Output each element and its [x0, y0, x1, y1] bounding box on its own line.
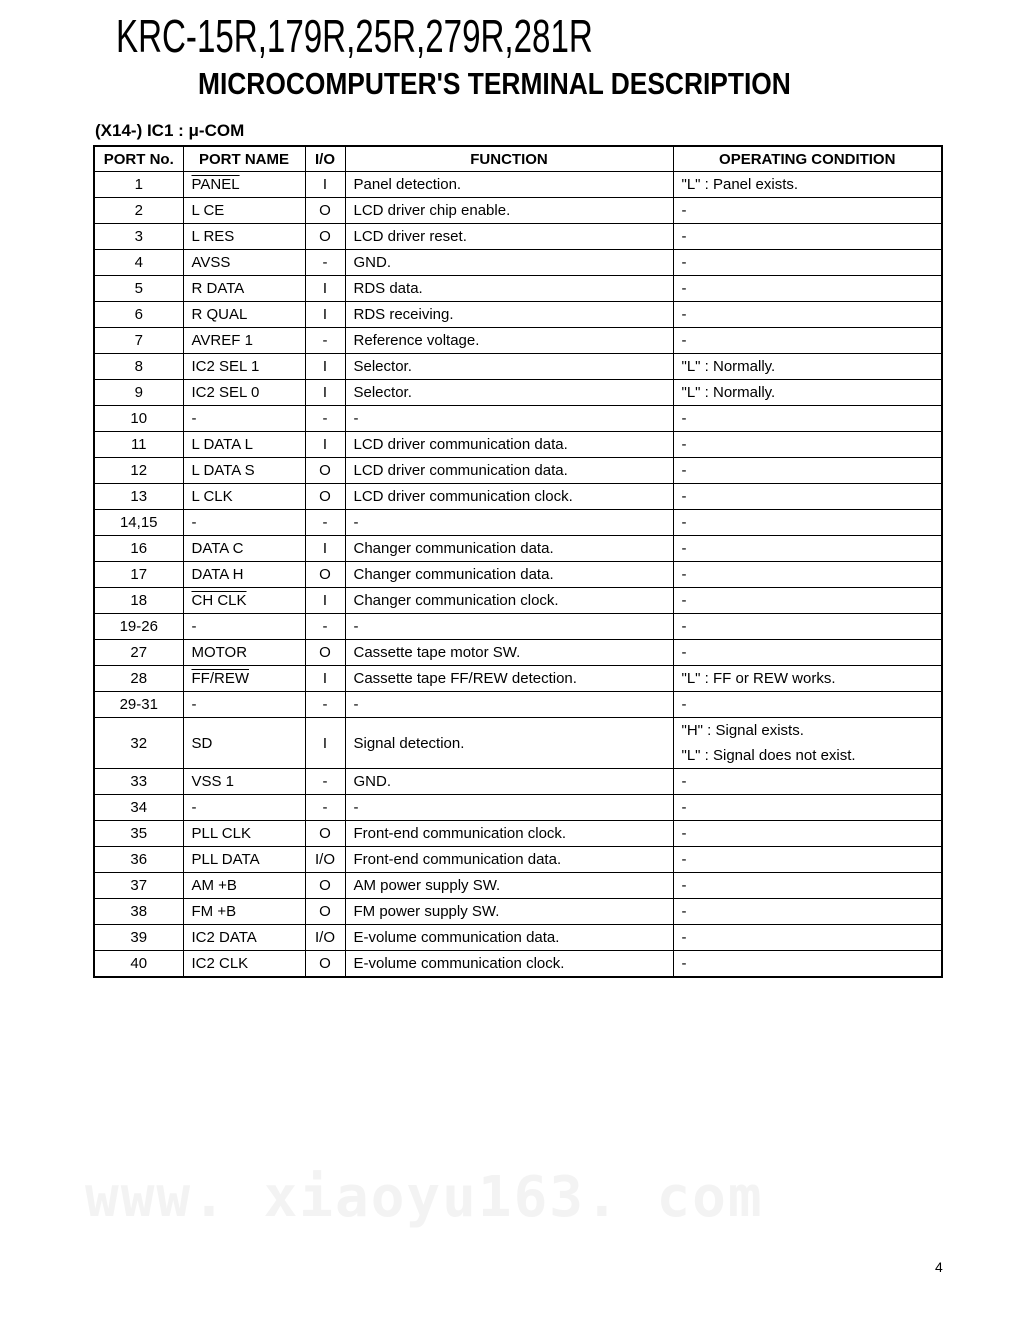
table-row [94, 198, 942, 224]
function: Cassette tape motor SW. [345, 640, 673, 666]
section-title: (X14-) IC1 : μ-COM [95, 121, 245, 140]
io: I [305, 172, 345, 198]
port-no: 14,15 [94, 510, 183, 536]
function: GND. [345, 769, 673, 795]
io: I [305, 718, 345, 769]
port-name: DATA H [183, 562, 305, 588]
table-row [94, 821, 942, 847]
condition-line: - [681, 436, 687, 453]
port-no: 4 [94, 250, 183, 276]
function: E-volume communication data. [345, 925, 673, 951]
condition-line: - [681, 488, 687, 505]
port-name: FM +B [183, 899, 305, 925]
port-no: 34 [94, 795, 183, 821]
table-row [94, 614, 942, 640]
port-name-text: CH CLK [191, 592, 247, 609]
port-no: 5 [94, 276, 183, 302]
model-title: KRC-15R,179R,25R,279R,281R [116, 10, 593, 62]
table-row [94, 718, 942, 769]
condition-line: "L" : Normally. [681, 384, 776, 401]
port-name: DATA C [183, 536, 305, 562]
table-row [94, 406, 942, 432]
port-name: - [183, 614, 305, 640]
condition-line: - [681, 799, 687, 816]
port-name [183, 588, 305, 614]
function: FM power supply SW. [345, 899, 673, 925]
condition-line: - [681, 514, 687, 531]
operating-condition [673, 458, 942, 484]
operating-condition [673, 406, 942, 432]
port-name: - [183, 692, 305, 718]
page-number: 4 [935, 1259, 943, 1275]
function: E-volume communication clock. [345, 951, 673, 978]
io: - [305, 795, 345, 821]
function: Front-end communication clock. [345, 821, 673, 847]
condition-line: - [681, 202, 687, 219]
io: - [305, 614, 345, 640]
condition-line: - [681, 254, 687, 271]
operating-condition [673, 614, 942, 640]
io: O [305, 458, 345, 484]
io: I [305, 666, 345, 692]
function: LCD driver communication clock. [345, 484, 673, 510]
port-name [183, 172, 305, 198]
condition-line: - [681, 410, 687, 427]
function: - [345, 795, 673, 821]
operating-condition [673, 302, 942, 328]
io: I [305, 276, 345, 302]
operating-condition [673, 536, 942, 562]
io: I [305, 302, 345, 328]
condition-line: "L" : Panel exists. [681, 176, 799, 193]
condition-line: - [681, 825, 687, 842]
condition-line: - [681, 955, 687, 972]
port-name: IC2 SEL 1 [183, 354, 305, 380]
port-no: 8 [94, 354, 183, 380]
condition-line: - [681, 280, 687, 297]
operating-condition [673, 951, 942, 978]
port-name: L RES [183, 224, 305, 250]
port-name-text: FF/REW [191, 670, 249, 687]
condition-line: - [681, 644, 687, 661]
col-operating-condition: OPERATING CONDITION [673, 146, 942, 172]
io: - [305, 692, 345, 718]
operating-condition [673, 769, 942, 795]
port-name: PLL DATA [183, 847, 305, 873]
operating-condition [673, 380, 942, 406]
table-row [94, 302, 942, 328]
table-row [94, 536, 942, 562]
operating-condition [673, 821, 942, 847]
function: Front-end communication data. [345, 847, 673, 873]
port-name: VSS 1 [183, 769, 305, 795]
port-name: IC2 DATA [183, 925, 305, 951]
port-no: 28 [94, 666, 183, 692]
operating-condition [673, 198, 942, 224]
function: Signal detection. [345, 718, 673, 769]
port-name: L CLK [183, 484, 305, 510]
io: O [305, 821, 345, 847]
condition-line: "L" : Normally. [681, 358, 776, 375]
io: I [305, 432, 345, 458]
condition-line: "L" : FF or REW works. [681, 670, 836, 687]
io: O [305, 562, 345, 588]
table-row [94, 276, 942, 302]
port-no: 39 [94, 925, 183, 951]
io: I/O [305, 925, 345, 951]
operating-condition [673, 510, 942, 536]
table-row [94, 795, 942, 821]
operating-condition [673, 640, 942, 666]
function: LCD driver chip enable. [345, 198, 673, 224]
io: I [305, 588, 345, 614]
table-row [94, 692, 942, 718]
port-no: 17 [94, 562, 183, 588]
port-name: SD [183, 718, 305, 769]
port-no: 38 [94, 899, 183, 925]
table-row [94, 380, 942, 406]
col-port-name: PORT NAME [183, 146, 305, 172]
io: - [305, 406, 345, 432]
condition-line: - [681, 773, 687, 790]
table-row [94, 172, 942, 198]
table-row [94, 458, 942, 484]
port-no: 1 [94, 172, 183, 198]
port-name: AVSS [183, 250, 305, 276]
operating-condition [673, 432, 942, 458]
io: I/O [305, 847, 345, 873]
operating-condition [673, 328, 942, 354]
table-row [94, 250, 942, 276]
port-no: 18 [94, 588, 183, 614]
condition-line: - [681, 462, 687, 479]
io: - [305, 328, 345, 354]
function: Reference voltage. [345, 328, 673, 354]
operating-condition [673, 276, 942, 302]
operating-condition [673, 718, 942, 769]
operating-condition [673, 847, 942, 873]
port-no: 33 [94, 769, 183, 795]
port-name: MOTOR [183, 640, 305, 666]
port-name: L DATA S [183, 458, 305, 484]
port-name: - [183, 406, 305, 432]
operating-condition [673, 873, 942, 899]
function: Changer communication data. [345, 562, 673, 588]
io: O [305, 484, 345, 510]
io: - [305, 510, 345, 536]
port-name: - [183, 795, 305, 821]
port-no: 10 [94, 406, 183, 432]
port-no: 36 [94, 847, 183, 873]
port-no: 40 [94, 951, 183, 978]
port-no: 32 [94, 718, 183, 769]
operating-condition [673, 224, 942, 250]
port-name: AVREF 1 [183, 328, 305, 354]
function: LCD driver reset. [345, 224, 673, 250]
io: O [305, 951, 345, 978]
port-name: L DATA L [183, 432, 305, 458]
table-row [94, 224, 942, 250]
table-header-row [94, 146, 942, 172]
condition-line: - [681, 332, 687, 349]
port-no: 29-31 [94, 692, 183, 718]
port-no: 3 [94, 224, 183, 250]
col-io: I/O [305, 146, 345, 172]
io: O [305, 873, 345, 899]
function: Selector. [345, 380, 673, 406]
function: - [345, 614, 673, 640]
condition-line: - [681, 929, 687, 946]
table-row [94, 562, 942, 588]
table-row [94, 847, 942, 873]
function: LCD driver communication data. [345, 458, 673, 484]
condition-line: "L" : Signal does not exist. [681, 747, 856, 764]
port-name [183, 666, 305, 692]
port-name: R QUAL [183, 302, 305, 328]
operating-condition [673, 354, 942, 380]
condition-line: - [681, 566, 687, 583]
table-row [94, 354, 942, 380]
port-name: PLL CLK [183, 821, 305, 847]
table-row [94, 588, 942, 614]
function: Panel detection. [345, 172, 673, 198]
port-name: L CE [183, 198, 305, 224]
operating-condition [673, 899, 942, 925]
page-title: MICROCOMPUTER'S TERMINAL DESCRIPTION [198, 66, 791, 101]
terminal-table [93, 145, 943, 978]
io: O [305, 224, 345, 250]
table-row [94, 328, 942, 354]
function: - [345, 510, 673, 536]
table-row [94, 432, 942, 458]
condition-line: - [681, 851, 687, 868]
port-no: 37 [94, 873, 183, 899]
io: I [305, 380, 345, 406]
table-row [94, 769, 942, 795]
io: O [305, 640, 345, 666]
io: I [305, 536, 345, 562]
port-name-text: PANEL [191, 176, 240, 193]
condition-line: - [681, 306, 687, 323]
io: O [305, 899, 345, 925]
operating-condition [673, 692, 942, 718]
function: AM power supply SW. [345, 873, 673, 899]
io: O [305, 198, 345, 224]
function: - [345, 692, 673, 718]
port-no: 19-26 [94, 614, 183, 640]
table-row [94, 951, 942, 978]
condition-line: - [681, 618, 687, 635]
io: - [305, 769, 345, 795]
port-no: 13 [94, 484, 183, 510]
table-row [94, 484, 942, 510]
port-no: 7 [94, 328, 183, 354]
function: Changer communication clock. [345, 588, 673, 614]
port-no: 35 [94, 821, 183, 847]
condition-line: "H" : Signal exists. [681, 722, 804, 739]
port-no: 6 [94, 302, 183, 328]
port-name: IC2 CLK [183, 951, 305, 978]
function: - [345, 406, 673, 432]
watermark: www. xiaoyu163. com [85, 1165, 764, 1230]
function: RDS receiving. [345, 302, 673, 328]
io: I [305, 354, 345, 380]
operating-condition [673, 562, 942, 588]
function: LCD driver communication data. [345, 432, 673, 458]
condition-line: - [681, 903, 687, 920]
function: Changer communication data. [345, 536, 673, 562]
port-no: 16 [94, 536, 183, 562]
operating-condition [673, 666, 942, 692]
port-name: AM +B [183, 873, 305, 899]
function: GND. [345, 250, 673, 276]
table-row [94, 925, 942, 951]
port-no: 9 [94, 380, 183, 406]
function: RDS data. [345, 276, 673, 302]
condition-line: - [681, 540, 687, 557]
table-row [94, 666, 942, 692]
port-no: 11 [94, 432, 183, 458]
table-row [94, 899, 942, 925]
operating-condition [673, 795, 942, 821]
port-no: 27 [94, 640, 183, 666]
function: Cassette tape FF/REW detection. [345, 666, 673, 692]
operating-condition [673, 172, 942, 198]
condition-line: - [681, 877, 687, 894]
port-name: IC2 SEL 0 [183, 380, 305, 406]
port-name: - [183, 510, 305, 536]
col-port-no: PORT No. [94, 146, 183, 172]
operating-condition [673, 484, 942, 510]
condition-line: - [681, 228, 687, 245]
col-function: FUNCTION [345, 146, 673, 172]
table-row [94, 510, 942, 536]
operating-condition [673, 588, 942, 614]
operating-condition [673, 250, 942, 276]
condition-line: - [681, 696, 687, 713]
function: Selector. [345, 354, 673, 380]
io: - [305, 250, 345, 276]
table-row [94, 640, 942, 666]
port-no: 2 [94, 198, 183, 224]
table-row [94, 873, 942, 899]
operating-condition [673, 925, 942, 951]
port-name: R DATA [183, 276, 305, 302]
condition-line: - [681, 592, 687, 609]
port-no: 12 [94, 458, 183, 484]
